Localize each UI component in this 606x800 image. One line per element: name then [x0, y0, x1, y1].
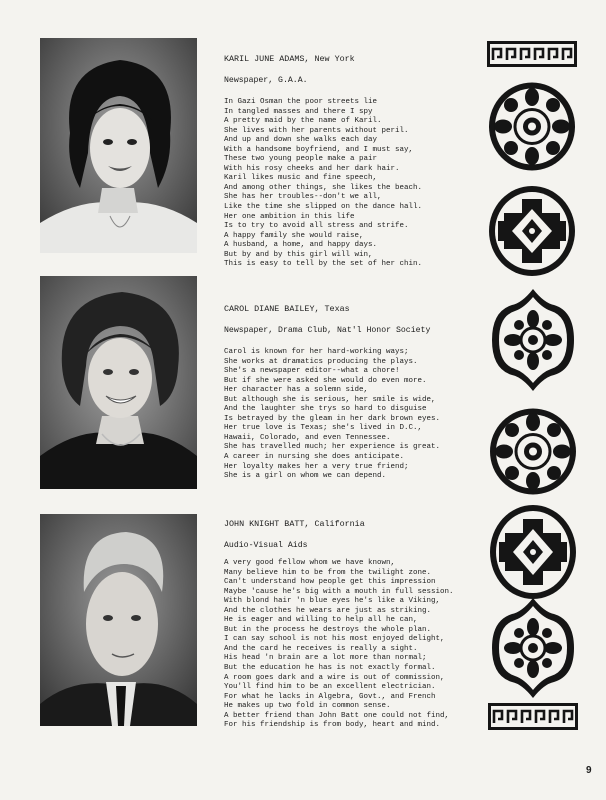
student-activities: Newspaper, G.A.A.	[224, 76, 308, 85]
poem-line: She works at dramatics producing the plays.	[224, 357, 418, 366]
poem-line: A room goes dark and a wire is out of commission,	[224, 673, 445, 682]
portrait-photo-karil-adams	[40, 38, 197, 253]
poem-line: This is easy to tell by the set of her chin.	[224, 260, 423, 269]
poem-line: She has travelled much; her experience is great.	[224, 443, 441, 452]
student-name: KARIL JUNE ADAMS, New York	[224, 54, 355, 64]
poem-line: With blond hair 'n blue eyes he's like a Viking,	[224, 597, 441, 606]
poem-line: He is eager and willing to help all he can,	[224, 616, 418, 625]
poem-line: But the education he has is not exactly formal.	[224, 664, 436, 673]
poem-line: She has her troubles--don't we all,	[224, 193, 382, 202]
poem-line: Hawaii, Colorado, and even Tennessee.	[224, 433, 391, 442]
poem-line: Her one ambition in this life	[224, 212, 355, 221]
poem-line: These two young people make a pair	[224, 155, 378, 164]
poem-line: A pretty maid by the name of Karil.	[224, 117, 382, 126]
poem-line: Her true love is Texas; she's lived in D.C.,	[224, 424, 423, 433]
student-poem	[224, 559, 474, 731]
poem-line: For what he lacks in Algebra, Govt., and French	[224, 692, 436, 701]
poem-line: But although she is serious, her smile is wide,	[224, 395, 436, 404]
poem-line: A career in nursing she does anticipate.	[224, 453, 405, 462]
poem-line: Her character has a solemn side,	[224, 386, 369, 395]
student-poem	[224, 98, 474, 270]
poem-line: Many believe him to be from the twilight zone.	[224, 568, 432, 577]
poem-line: And the card he receives is really a sight.	[224, 644, 418, 653]
lotus-medallion-icon	[488, 285, 578, 395]
poem-line: I can say school is not his most enjoyed delight,	[224, 635, 445, 644]
senior-entry-john-batt	[224, 519, 474, 731]
student-activities: Audio-Visual Aids	[224, 541, 308, 550]
poem-line: A happy family she would raise,	[224, 231, 364, 240]
poem-line: He makes up two fold in common sense.	[224, 702, 391, 711]
poem-line: A very good fellow whom we have known,	[224, 559, 396, 567]
poem-line: And the clothes he wears are just as striking.	[224, 606, 432, 615]
poem-line: Can't understand how people get this impression	[224, 578, 436, 587]
poem-line: And among other things, she likes the beach.	[224, 183, 423, 192]
poem-line: Her loyalty makes her a very true friend;	[224, 462, 409, 471]
poem-line: And the laughter she trys so hard to disguise	[224, 405, 427, 414]
poem-line: Is betrayed by the gleam in her dark brown eyes.	[224, 414, 441, 423]
poem-line: Is to try to avoid all stress and strife.	[224, 222, 409, 231]
portrait-photo-carol-bailey	[40, 276, 197, 489]
senior-entry-karil-adams	[224, 54, 474, 270]
student-activities: Newspaper, Drama Club, Nat'l Honor Society	[224, 326, 431, 335]
greek-wave-border-icon	[487, 41, 577, 67]
poem-line: Maybe 'cause he's big with a mouth in full session.	[224, 587, 454, 596]
poem-line: She lives with her parents without peril.	[224, 126, 409, 135]
greek-wave-border-icon	[488, 703, 578, 730]
floral-rosette-icon	[486, 79, 578, 174]
poem-line: You'll find him to be an excellent electrician.	[224, 683, 436, 692]
floral-rosette-icon	[487, 405, 579, 498]
poem-line: A better friend than John Batt one could not find,	[224, 711, 450, 720]
poem-line: In Gazi Osman the poor streets lie	[224, 98, 378, 106]
senior-entry-carol-bailey	[224, 304, 474, 482]
portrait-photo-john-batt	[40, 514, 197, 726]
poem-line: His head 'n brain are a lot more than normal;	[224, 654, 427, 663]
student-name: CAROL DIANE BAILEY, Texas	[224, 304, 350, 314]
lotus-medallion-icon	[488, 594, 578, 702]
poem-line: And up and down she walks each day	[224, 136, 378, 145]
student-poem	[224, 348, 474, 482]
poem-line: With his rosy cheeks and her dark hair.	[224, 164, 400, 173]
poem-line: She is a girl on whom we can depend.	[224, 472, 387, 481]
poem-line: But by and by this girl will win,	[224, 250, 373, 259]
poem-line: Carol is known for her hard-working ways;	[224, 348, 409, 356]
poem-line: Like the time she slipped on the dance hall.	[224, 203, 423, 212]
eight-point-star-icon	[486, 183, 578, 279]
poem-line: With a handsome boyfriend, and I must say,	[224, 145, 414, 154]
poem-line: In tangled masses and there I spy	[224, 107, 373, 116]
poem-line: For his friendship is from body, heart and mind.	[224, 721, 441, 730]
page-number: 9	[586, 765, 592, 776]
poem-line: Karil likes music and fine speech,	[224, 174, 378, 183]
poem-line: But if she were asked she would do even more.	[224, 376, 427, 385]
poem-line: But in the process he destroys the whole plan.	[224, 625, 432, 634]
poem-line: She's a newspaper editor--what a chore!	[224, 367, 400, 376]
poem-line: A husband, a home, and happy days.	[224, 241, 378, 250]
eight-point-star-icon	[487, 502, 579, 602]
student-name: JOHN KNIGHT BATT, California	[224, 519, 365, 529]
